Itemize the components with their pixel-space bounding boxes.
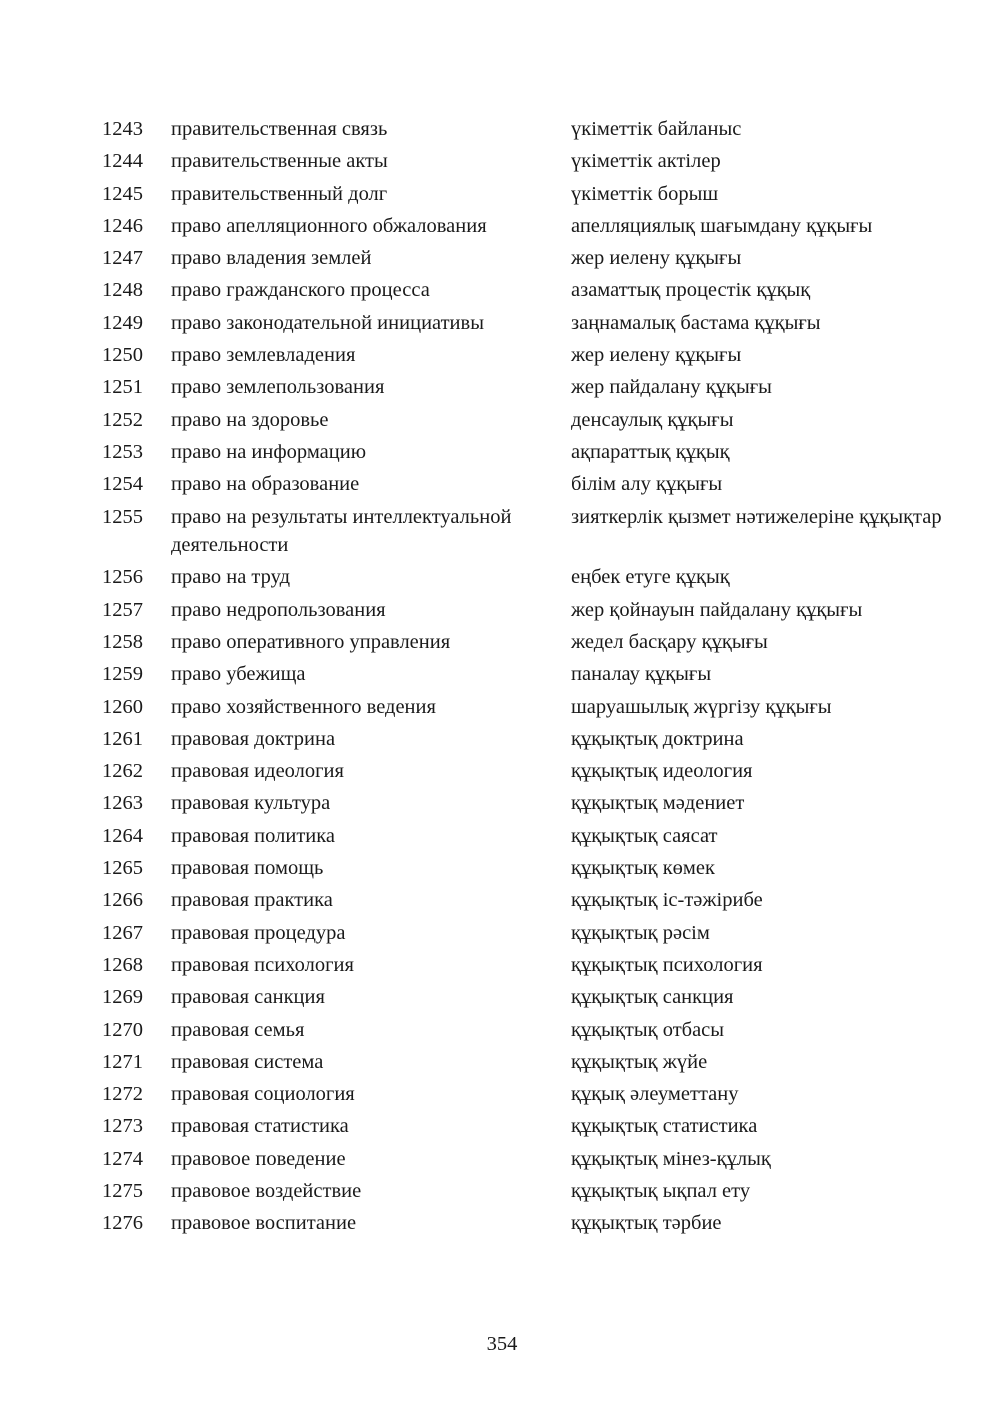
kazakh-term: зияткерлік қызмет нәтижелеріне құқықтар: [571, 505, 942, 528]
russian-term: правовая санкция: [171, 986, 325, 1009]
russian-term: право землепользования: [171, 376, 385, 399]
russian-term: право на здоровье: [171, 408, 329, 431]
glossary-entry: [0, 373, 1004, 402]
glossary-entry: [0, 341, 1004, 370]
glossary-entry: [0, 276, 1004, 305]
entry-number: 1275: [102, 1180, 143, 1202]
kazakh-term: құқықтық ықпал ету: [571, 1180, 751, 1202]
glossary-entry: [0, 660, 1004, 689]
entry-number: 1269: [102, 986, 143, 1009]
russian-term: право недропользования: [171, 598, 386, 621]
kazakh-term: үкіметтік актілер: [571, 150, 721, 173]
entry-number: 1276: [102, 1212, 143, 1235]
glossary-entry: [0, 886, 1004, 915]
russian-term: правительственный долг: [171, 182, 388, 205]
entry-number: 1274: [102, 1147, 143, 1170]
russian-term: право владения землей: [171, 247, 372, 270]
kazakh-term: құқықтық мәдениет: [571, 792, 745, 815]
kazakh-term: құқық әлеуметтану: [571, 1083, 739, 1106]
glossary-entry: [0, 147, 1004, 176]
russian-term: правовая идеология: [171, 760, 344, 783]
entry-number: 1245: [102, 182, 143, 205]
kazakh-term: жер иелену құқығы: [571, 247, 742, 270]
entry-number: 1252: [102, 408, 143, 431]
glossary-entry: [0, 789, 1004, 818]
kazakh-term: білім алу құқығы: [571, 473, 723, 496]
kazakh-term: құқықтық статистика: [571, 1115, 758, 1138]
glossary-entry: [0, 1080, 1004, 1109]
entry-number: 1265: [102, 857, 143, 880]
glossary-entry: [0, 180, 1004, 209]
russian-term: правовая процедура: [171, 921, 346, 944]
kazakh-term: еңбек етуге құқық: [571, 566, 730, 589]
entry-number: 1249: [102, 311, 143, 334]
kazakh-term: апелляциялық шағымдану құқығы: [571, 214, 873, 237]
entry-number: 1263: [102, 792, 143, 815]
russian-term: право землевладения: [171, 344, 356, 367]
glossary-entry: [0, 693, 1004, 722]
glossary-entry: [0, 725, 1004, 754]
entry-number: 1268: [102, 953, 143, 976]
russian-term: правовая практика: [171, 889, 333, 912]
kazakh-term: азаматтық процестік құқық: [571, 279, 811, 302]
glossary-entry: [0, 822, 1004, 851]
entry-number: 1271: [102, 1050, 143, 1073]
glossary-entry: [0, 951, 1004, 980]
russian-term: правовая политика: [171, 824, 335, 847]
entry-number: 1254: [102, 473, 143, 496]
russian-term: право на образование: [171, 473, 360, 496]
glossary-entry: [0, 309, 1004, 338]
glossary-entry: [0, 919, 1004, 948]
russian-term: правовая система: [171, 1050, 324, 1073]
entry-number: 1264: [102, 824, 143, 847]
glossary-entry: [0, 757, 1004, 786]
glossary-entry: [0, 212, 1004, 241]
entry-number: 1247: [102, 247, 143, 270]
glossary-entry: [0, 438, 1004, 467]
kazakh-term: жер иелену құқығы: [571, 344, 742, 367]
kazakh-term: үкіметтік борыш: [571, 182, 719, 205]
russian-term: правовая статистика: [171, 1115, 349, 1138]
glossary-entry: [0, 1177, 1004, 1206]
russian-term: право на труд: [171, 566, 291, 589]
glossary-entry: [0, 406, 1004, 435]
russian-term: право оперативного управления: [171, 630, 451, 653]
entry-number: 1250: [102, 344, 143, 367]
glossary-entry: [0, 1016, 1004, 1045]
kazakh-term: ақпараттық құқық: [571, 440, 730, 463]
russian-term: правительственные акты: [171, 150, 388, 173]
russian-term: правительственная связь: [171, 118, 388, 140]
glossary-entry: [0, 1112, 1004, 1141]
russian-term: правовая культура: [171, 792, 331, 815]
page-number: 354: [486, 1333, 518, 1355]
entry-number: 1272: [102, 1083, 143, 1106]
entry-number: 1270: [102, 1018, 143, 1041]
kazakh-term: құқықтық психология: [571, 953, 763, 976]
kazakh-term: құқықтық саясат: [571, 824, 718, 847]
russian-term: право гражданского процесса: [171, 279, 430, 302]
russian-term: право хозяйственного ведения: [171, 695, 436, 718]
glossary-entry: [0, 244, 1004, 273]
entry-number: 1251: [102, 376, 143, 399]
kazakh-term: жер пайдалану құқығы: [571, 376, 772, 399]
entry-number: 1246: [102, 214, 143, 237]
kazakh-term: жер қойнауын пайдалану құқығы: [571, 598, 863, 621]
entry-number: 1266: [102, 889, 143, 912]
russian-term: правовое воспитание: [171, 1212, 357, 1235]
kazakh-term: құқықтық тәрбие: [571, 1212, 722, 1235]
russian-term: правовая психология: [171, 953, 354, 976]
entry-number: 1257: [102, 598, 143, 621]
glossary-entry: [0, 628, 1004, 657]
glossary-entry: [0, 1048, 1004, 1077]
russian-term: право на информацию: [171, 440, 367, 463]
kazakh-term: шаруашылық жүргізу құқығы: [571, 695, 832, 718]
glossary-list: [0, 115, 1004, 1242]
entry-number: 1259: [102, 663, 143, 686]
entry-number: 1256: [102, 566, 143, 589]
entry-number: 1244: [102, 150, 143, 173]
glossary-entry: [0, 983, 1004, 1012]
russian-term: право апелляционного обжалования: [171, 214, 487, 237]
glossary-entry: [0, 503, 1004, 560]
entry-number: 1262: [102, 760, 143, 783]
kazakh-term: құқықтық көмек: [571, 857, 715, 880]
russian-term: правовая доктрина: [171, 727, 336, 750]
russian-term: правовое воздействие: [171, 1180, 362, 1202]
entry-number: 1260: [102, 695, 143, 718]
kazakh-term: құқықтық идеология: [571, 760, 753, 783]
entry-number: 1258: [102, 630, 143, 653]
russian-term: право законодательной инициативы: [171, 311, 484, 334]
russian-term: правовая помощь: [171, 857, 324, 880]
kazakh-term: үкіметтік байланыс: [571, 118, 742, 140]
entry-number: 1255: [102, 505, 143, 528]
kazakh-term: құқықтық жүйе: [571, 1050, 708, 1073]
russian-term: правовое поведение: [171, 1147, 346, 1170]
russian-term: право на результаты интеллектуальной деятельности: [171, 505, 512, 557]
kazakh-term: паналау құқығы: [571, 663, 712, 686]
glossary-entry: [0, 854, 1004, 883]
kazakh-term: құқықтық отбасы: [571, 1018, 725, 1041]
glossary-entry: [0, 1209, 1004, 1238]
russian-term: правовая социология: [171, 1083, 355, 1106]
entry-number: 1267: [102, 921, 143, 944]
entry-number: 1273: [102, 1115, 143, 1138]
kazakh-term: құқықтық мінез-құлық: [571, 1147, 771, 1170]
entry-number: 1243: [102, 118, 143, 140]
glossary-entry: [0, 115, 1004, 144]
entry-number: 1253: [102, 440, 143, 463]
kazakh-term: денсаулық құқығы: [571, 408, 734, 431]
kazakh-term: құқықтық санкция: [571, 986, 734, 1009]
glossary-entry: [0, 470, 1004, 499]
kazakh-term: құқықтық іс-тәжірибе: [571, 889, 763, 912]
kazakh-term: заңнамалық бастама құқығы: [571, 311, 821, 334]
glossary-entry: [0, 1145, 1004, 1174]
kazakh-term: құқықтық доктрина: [571, 727, 744, 750]
glossary-entry: [0, 596, 1004, 625]
entry-number: 1261: [102, 727, 143, 750]
glossary-entry: [0, 563, 1004, 592]
entry-number: 1248: [102, 279, 143, 302]
russian-term: право убежища: [171, 663, 306, 686]
russian-term: правовая семья: [171, 1018, 305, 1041]
kazakh-term: құқықтық рәсім: [571, 921, 710, 944]
kazakh-term: жедел басқару құқығы: [571, 630, 768, 653]
